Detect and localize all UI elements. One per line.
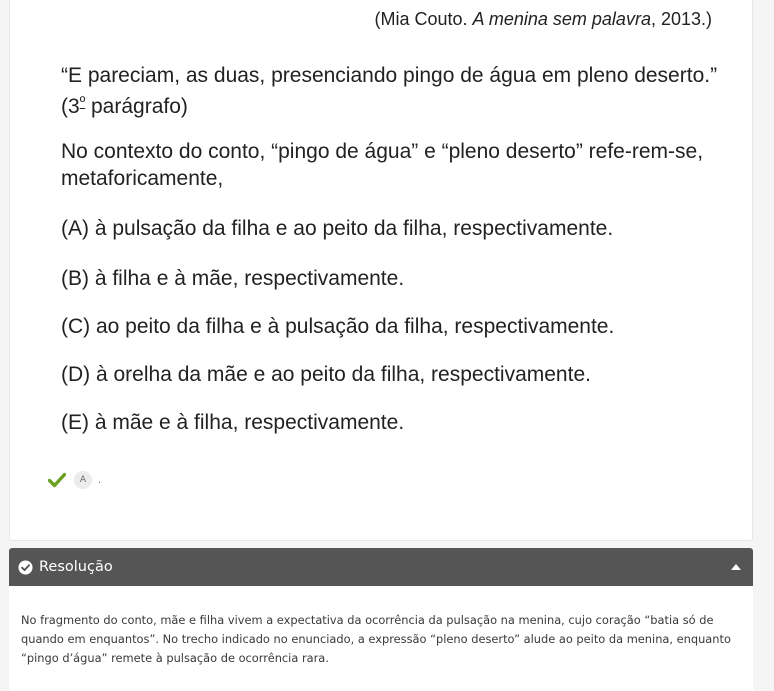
quote-text: “E pareciam, as duas, presenciando pingo de água em pleno deserto.” (3: [61, 64, 718, 118]
check-circle-icon: [18, 560, 33, 575]
question-prompt: No contexto do conto, “pingo de água” e “pleno deserto” refe-rem-se, metaforicamente,: [61, 140, 704, 190]
answer-row: [48, 470, 101, 490]
quote-ordinal: º: [79, 94, 86, 111]
citation: [374, 9, 712, 30]
answer-suffix: .: [98, 474, 102, 486]
citation-suffix: , 2013.): [650, 9, 712, 29]
quoted-excerpt: [61, 62, 726, 120]
option-b: (B) à filha e à mãe, respectivamente.: [61, 267, 405, 290]
resolution-header[interactable]: [9, 548, 753, 586]
caret-up-icon[interactable]: [731, 564, 741, 570]
option-e: (E) à mãe e à filha, respectivamente.: [61, 411, 405, 434]
quote-paragraph-ref: parágrafo): [85, 95, 188, 118]
resolution-title: Resolução: [39, 559, 113, 575]
option-d: (D) à orelha da mãe e ao peito da filha, respectivamente.: [61, 363, 591, 386]
check-icon: [48, 472, 66, 488]
citation-title: A menina sem palavra: [472, 9, 651, 29]
option-a: (A) à pulsação da filha e ao peito da filha, respectivamente.: [61, 217, 614, 240]
answer-badge: A: [74, 471, 92, 489]
citation-prefix: (Mia Couto.: [374, 9, 473, 29]
question-card: [9, 0, 753, 541]
resolution-panel: [9, 548, 753, 691]
option-c: (C) ao peito da filha e à pulsação da filha, respectivamente.: [61, 315, 615, 338]
resolution-text: No fragmento do conto, mãe e filha vivem a expectativa da ocorrência da pulsação na menina, cujo coração “batia só de quando em enquantos”. No trecho indicado no enunciado, a expressão “pleno deserto” alude ao peito da menina, enquanto “pingo d’água” remete à pulsação de ocorrência rara.: [21, 613, 731, 665]
